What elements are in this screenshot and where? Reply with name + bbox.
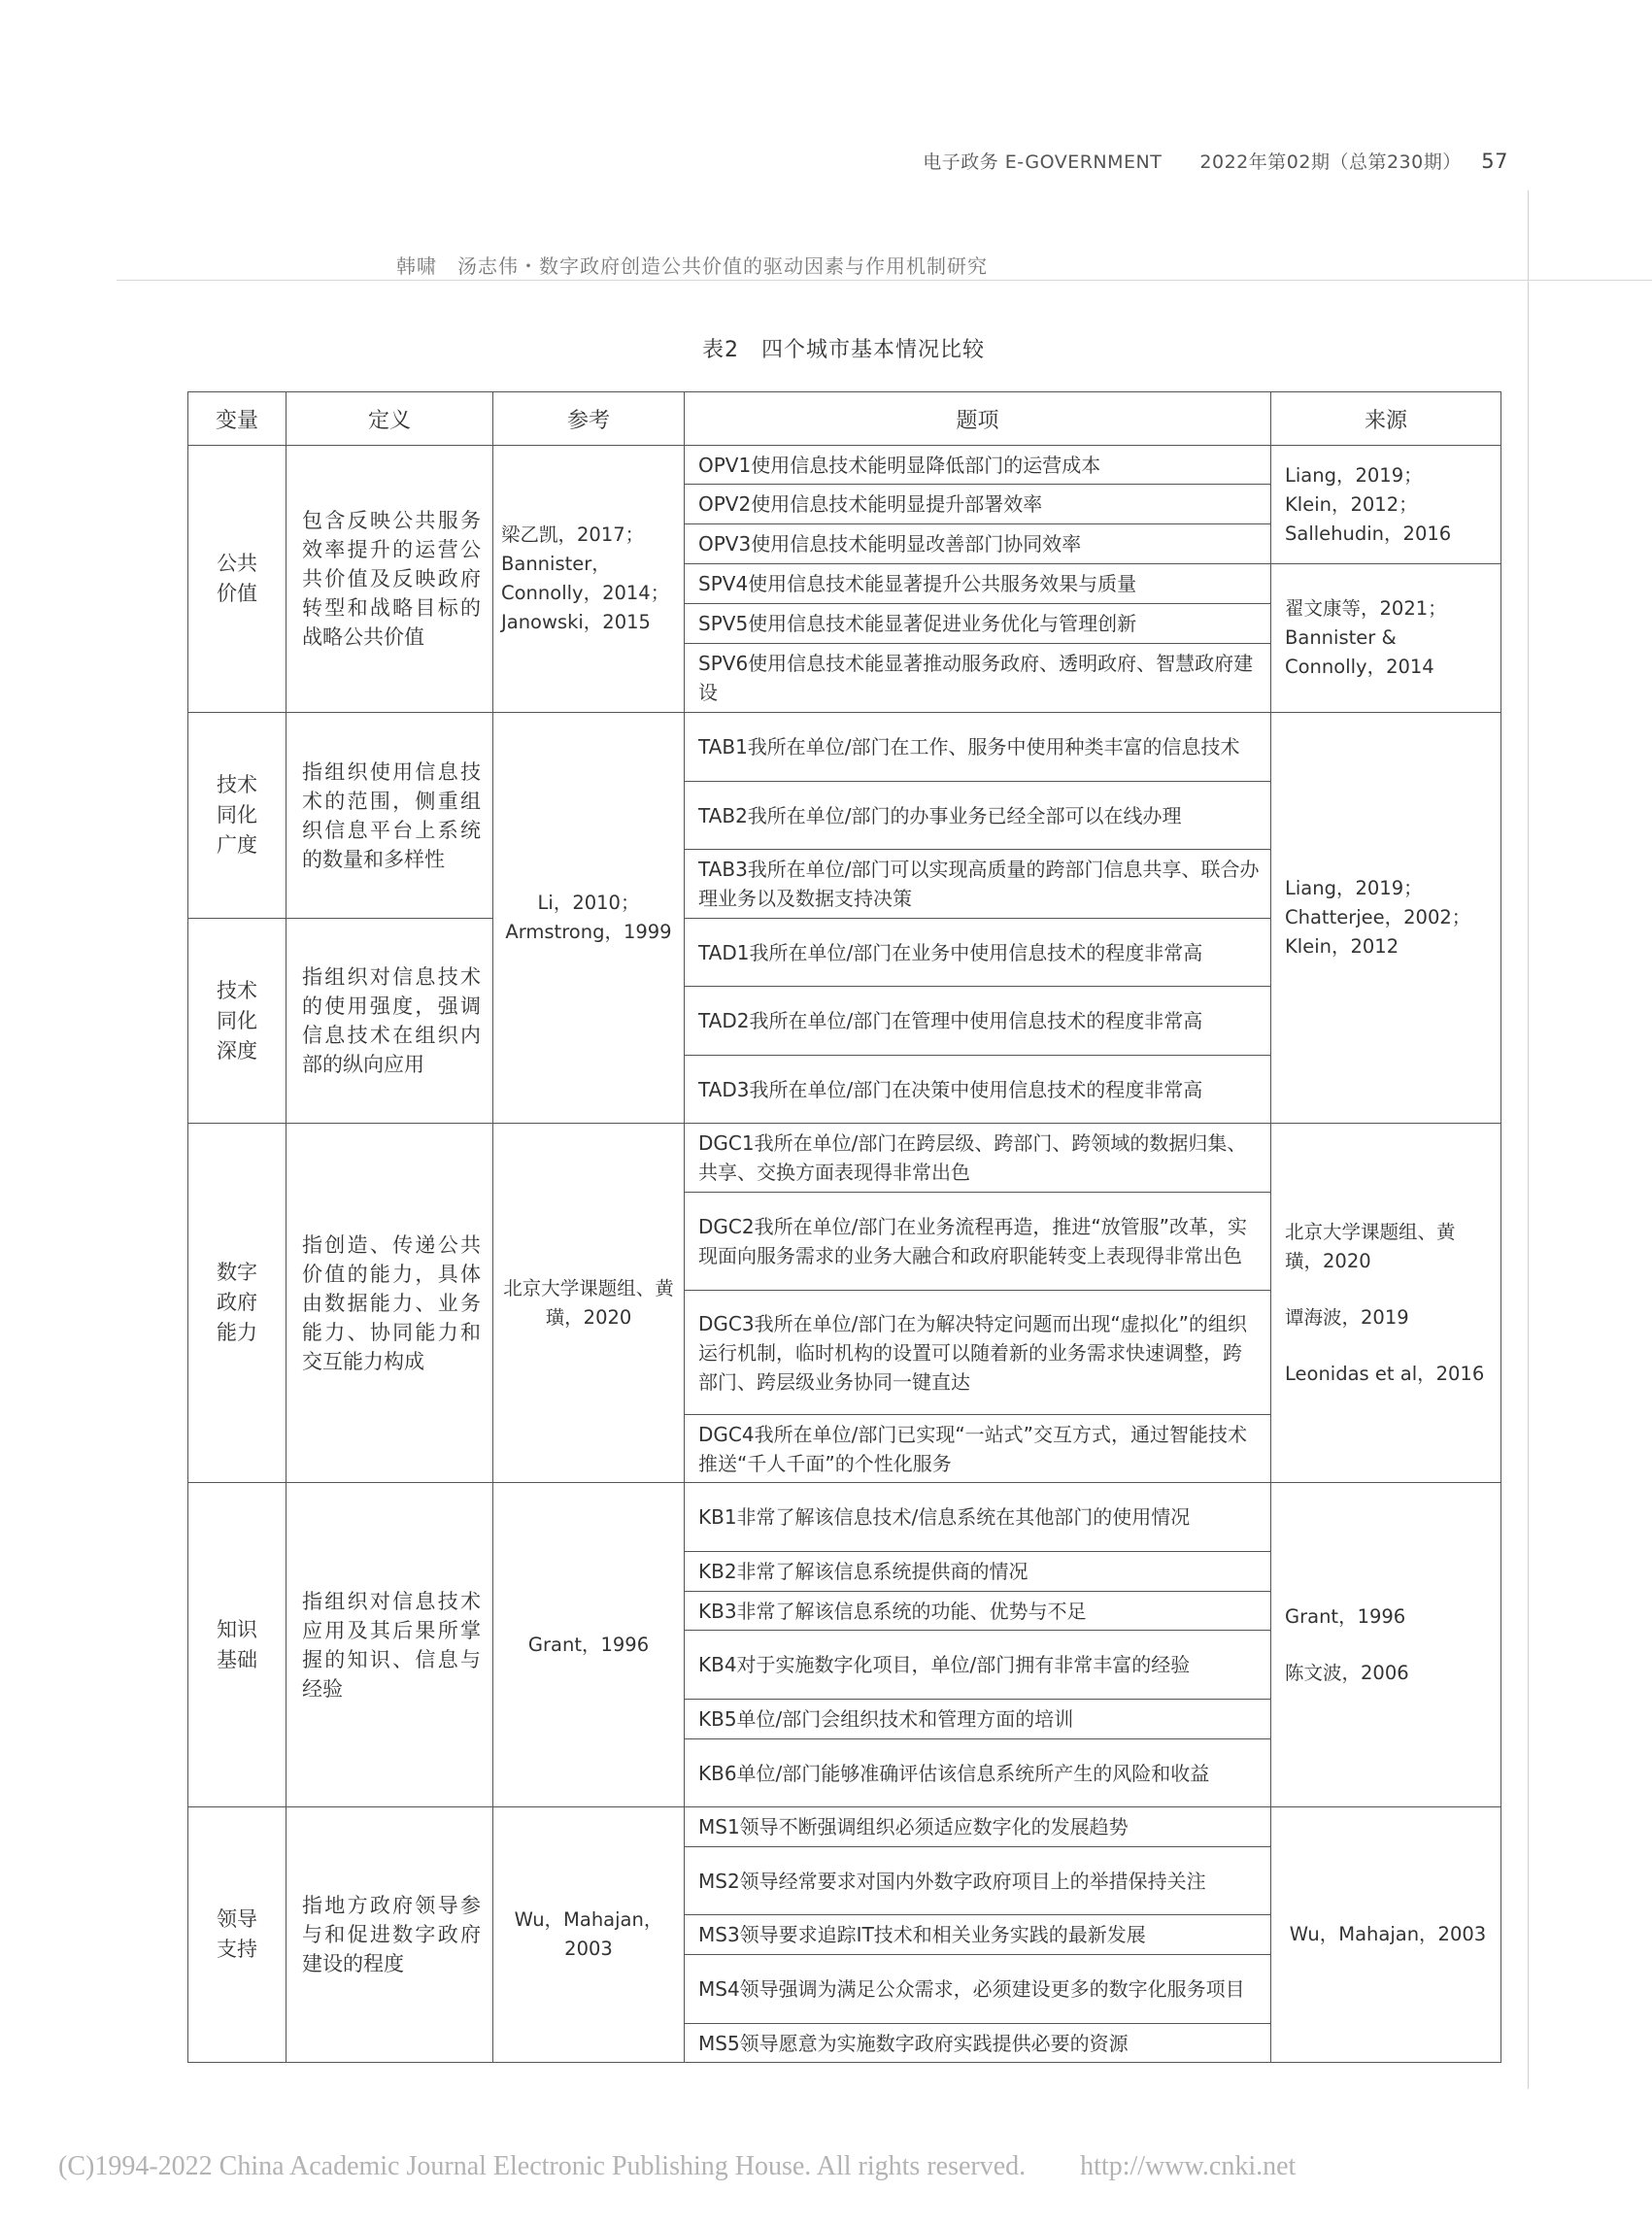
source-line: Grant，1996 bbox=[1285, 1604, 1406, 1628]
header-reference: 参考 bbox=[493, 392, 685, 446]
table-title: 表2 四个城市基本情况比较 bbox=[702, 338, 985, 362]
item-cell: MS4领导强调为满足公众需求，必须建设更多的数字化服务项目 bbox=[685, 1955, 1271, 2024]
header-item: 题项 bbox=[685, 392, 1271, 446]
definition-cell: 指组织对信息技术的使用强度，强调信息技术在组织内部的纵向应用 bbox=[287, 919, 493, 1124]
variable-cell bbox=[188, 446, 287, 713]
margin-rule bbox=[1528, 190, 1529, 2089]
header-rule bbox=[117, 280, 1652, 281]
definition-cell: 包含反映公共服务效率提升的运营公共价值及反映政府转型和战略目标的战略公共价值 bbox=[287, 446, 493, 713]
item-cell: DGC3我所在单位/部门在为解决特定问题而出现“虚拟化”的组织运行机制，临时机构的设置可以随着新的业务需求快速调整，跨部门、跨层级业务协同一键直达 bbox=[685, 1291, 1271, 1415]
source-line: 陈文波，2006 bbox=[1285, 1661, 1409, 1684]
item-cell: SPV4使用信息技术能显著提升公共服务效果与质量 bbox=[685, 564, 1271, 604]
item-cell: MS1领导不断强调组织必须适应数字化的发展趋势 bbox=[685, 1807, 1271, 1847]
variable-label: 技术同化广度 bbox=[216, 773, 257, 857]
source-line: Liang，2019； bbox=[1285, 463, 1423, 487]
source-cell bbox=[1271, 713, 1501, 1124]
variable-label: 知识基础 bbox=[216, 1617, 257, 1671]
item-cell: TAB3我所在单位/部门可以实现高质量的跨部门信息共享、联合办理业务以及数据支持决策 bbox=[685, 850, 1271, 919]
variable-cell bbox=[188, 1483, 287, 1807]
item-cell: TAD1我所在单位/部门在业务中使用信息技术的程度非常高 bbox=[685, 919, 1271, 987]
item-cell: OPV2使用信息技术能明显提升部署效率 bbox=[685, 485, 1271, 524]
item-cell: OPV3使用信息技术能明显改善部门协同效率 bbox=[685, 524, 1271, 564]
item-cell: MS5领导愿意为实施数字政府实践提供必要的资源 bbox=[685, 2024, 1271, 2063]
table-header-row bbox=[188, 392, 1501, 446]
source-line: 北京大学课题组、黄璜，2020 bbox=[1285, 1220, 1456, 1272]
source-cell: Wu，Mahajan，2003 bbox=[1271, 1807, 1501, 2063]
variable-label: 数字政府能力 bbox=[216, 1261, 257, 1344]
source-cell bbox=[1271, 1124, 1501, 1483]
definition-cell: 指组织对信息技术应用及其后果所掌握的知识、信息与经验 bbox=[287, 1483, 493, 1807]
comparison-table bbox=[187, 391, 1501, 2063]
header-definition: 定义 bbox=[287, 392, 493, 446]
item-cell: KB2非常了解该信息系统提供商的情况 bbox=[685, 1552, 1271, 1592]
reference-cell: Li，2010；Armstrong，1999 bbox=[493, 713, 685, 1124]
item-cell: KB4对于实施数字化项目，单位/部门拥有非常丰富的经验 bbox=[685, 1631, 1271, 1700]
item-cell: KB1非常了解该信息技术/信息系统在其他部门的使用情况 bbox=[685, 1483, 1271, 1552]
definition-cell: 指地方政府领导参与和促进数字政府建设的程度 bbox=[287, 1807, 493, 2063]
variable-label: 领导支持 bbox=[216, 1907, 257, 1961]
header-variable: 变量 bbox=[188, 392, 287, 446]
item-cell: TAB1我所在单位/部门在工作、服务中使用种类丰富的信息技术 bbox=[685, 713, 1271, 782]
variable-cell bbox=[188, 713, 287, 919]
definition-cell: 指组织使用信息技术的范围，侧重组织信息平台上系统的数量和多样性 bbox=[287, 713, 493, 919]
header-source: 来源 bbox=[1271, 392, 1501, 446]
source-cell bbox=[1271, 564, 1501, 713]
reference-cell: 北京大学课题组、黄璜，2020 bbox=[493, 1124, 685, 1483]
item-cell: KB6单位/部门能够准确评估该信息系统所产生的风险和收益 bbox=[685, 1739, 1271, 1807]
item-cell: DGC2我所在单位/部门在业务流程再造，推进“放管服”改革，实现面向服务需求的业务大融合和政府职能转变上表现得非常出色 bbox=[685, 1193, 1271, 1291]
table-row bbox=[188, 446, 1501, 485]
reference-cell: Wu，Mahajan，2003 bbox=[493, 1807, 685, 2063]
source-line: Chatterjee，2002； bbox=[1285, 906, 1471, 928]
variable-cell bbox=[188, 919, 287, 1124]
item-cell: OPV1使用信息技术能明显降低部门的运营成本 bbox=[685, 446, 1271, 485]
definition-cell: 指创造、传递公共价值的能力，具体由数据能力、业务能力、协同能力和交互能力构成 bbox=[287, 1124, 493, 1483]
table-row bbox=[188, 1483, 1501, 1552]
table-row bbox=[188, 713, 1501, 782]
source-line: Connolly，2014 bbox=[1285, 656, 1434, 678]
journal-issue: 2022年第02期（总第230期） bbox=[1199, 152, 1462, 173]
item-cell: SPV6使用信息技术能显著推动服务政府、透明政府、智慧政府建设 bbox=[685, 644, 1271, 713]
source-line: Leonidas et al，2016 bbox=[1285, 1362, 1485, 1385]
variable-label: 技术同化深度 bbox=[216, 978, 257, 1062]
journal-name: 电子政务 E-GOVERNMENT bbox=[923, 152, 1163, 173]
variable-cell bbox=[188, 1807, 287, 2063]
table-row bbox=[188, 1807, 1501, 1847]
item-cell: TAD3我所在单位/部门在决策中使用信息技术的程度非常高 bbox=[685, 1056, 1271, 1124]
source-line: Sallehudin，2016 bbox=[1285, 522, 1452, 545]
source-line: Klein，2012； bbox=[1285, 492, 1418, 516]
item-cell: SPV5使用信息技术能显著促进业务优化与管理创新 bbox=[685, 604, 1271, 644]
item-cell: KB3非常了解该信息系统的功能、优势与不足 bbox=[685, 1592, 1271, 1631]
item-cell: DGC4我所在单位/部门已实现“一站式”交互方式，通过智能技术推送“千人千面”的个性化服务 bbox=[685, 1415, 1271, 1483]
item-cell: DGC1我所在单位/部门在跨层级、跨部门、跨领域的数据归集、共享、交换方面表现得非常出色 bbox=[685, 1124, 1271, 1193]
reference-cell: 梁乙凯，2017；Bannister，Connolly，2014；Janowski，2015 bbox=[493, 446, 685, 713]
reference-cell: Grant，1996 bbox=[493, 1483, 685, 1807]
copyright-footer: (C)1994-2022 China Academic Journal Electronic Publishing House. All rights reserved. http://www.cnki.net bbox=[58, 2151, 1297, 2181]
source-line: 谭海波，2019 bbox=[1285, 1305, 1409, 1329]
variable-label: 公共价值 bbox=[216, 552, 257, 605]
page-number: 57 bbox=[1481, 150, 1508, 173]
item-cell: MS2领导经常要求对国内外数字政府项目上的举措保持关注 bbox=[685, 1847, 1271, 1915]
source-line: Bannister & bbox=[1285, 626, 1397, 649]
item-cell: KB5单位/部门会组织技术和管理方面的培训 bbox=[685, 1700, 1271, 1739]
item-cell: TAD2我所在单位/部门在管理中使用信息技术的程度非常高 bbox=[685, 987, 1271, 1056]
variable-cell bbox=[188, 1124, 287, 1483]
table-row bbox=[188, 1124, 1501, 1193]
journal-header bbox=[923, 148, 1508, 174]
source-line: 翟文康等，2021； bbox=[1285, 597, 1447, 620]
item-cell: TAB2我所在单位/部门的办事业务已经全部可以在线办理 bbox=[685, 782, 1271, 850]
source-line: Klein，2012 bbox=[1285, 935, 1399, 958]
item-cell: MS3领导要求追踪IT技术和相关业务实践的最新发展 bbox=[685, 1915, 1271, 1955]
running-title: 韩啸 汤志伟・数字政府创造公共价值的驱动因素与作用机制研究 bbox=[396, 254, 988, 278]
source-cell bbox=[1271, 1483, 1501, 1807]
source-cell bbox=[1271, 446, 1501, 564]
source-line: Liang，2019； bbox=[1285, 877, 1423, 899]
